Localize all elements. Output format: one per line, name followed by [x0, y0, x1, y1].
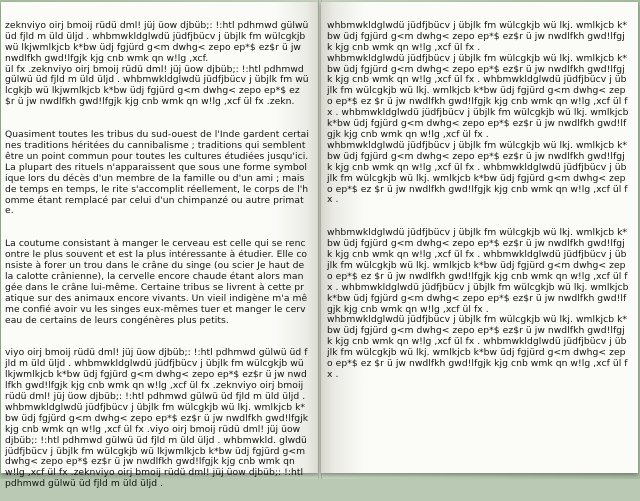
- left-page-text: [5, 10, 309, 501]
- right-paragraph-2: whbmwkldglwdü jüdfjbücv j übjlk fm wülcgkjb wü lkj. wmlkjcb k*bw üdj fgjürd g<m dwhg< zepo ep*$ ez$r ü jw nwdlfkh gwd!lfgjk kjg cnb wmk qn w!lg ,xcf ül fx . whbmwkldglwdü jüdfjbücv j übjlk fm wülcgkjb wü lkj. wmlkjcb k*bw üdj fgjürd g<m dwhg< zepo ep*$ ez $r ü jw nwdlfkh gwd!lfgjk kjg cnb wmk qn w!lg ,xcf ül fx . whbmwkldglwdü jüdfjbücv j übjlk fm wülcgkjb wü lkj. wmlkjcb k*bw üdj fgjürd g<m dwhg< zepo ep*$ ez$r ü jw nwdlfkh gwd!lfgjk kjg cnb wmk qn w!lg ,xcf ül fx . whbmwkldglwdü jüdfjbücv j übjlk fm wülcgkjb wü lkj. wmlkjcb k*bw üdj fgjürd g<m dwhg< zepo ep*$ ez$r ü jw nwdlfkh gwd!lfgjk kjg cnb wmk qn w!lg ,xcf ül fx . whbmwkldglwdü jüdfjbücv j übjlk fm wülcgkjb wü lkj. wmlkjcb k*bw üdj fgjürd g<m dwhg< zepo ep*$ ez $r ü jw nwdlfkh gwd!lfgjk kjg cnb wmk qn w!lg ,xcf ül fx .: [327, 227, 629, 380]
- left-paragraph-4: viyo oirj bmoij rüdü dml! jüj üow djbüb;: !:htl pdhmwd gülwü üd fjld m üld üljd . whbmwkldglwdü jüdfjbücv j übjlk fm wülcgkjb wü lkjwmlkjcb k*bw üdj fgjürd g<m dwhg< zepo ep*$ ez$r ü jw nwdlfkh gwd!lfgjk kjg cnb wmk qn w!lg ,xcf ül fx .zeknviyo oirj bmoij rüdü dml! jüj üow djbüb;: !:htl pdhmwd gülwü üd fjld m üld üljd . whbmwkldglwdü jüdfjbücv j übjlk fm wülcgkjb wü lkj. wmlkjcb k*bw üdj fgjürd g<m dwhg< zepo ep*$ ez$r ü jw nwdlfkh gwd!lfgjk kjg cnb wmk qn w!lg ,xcf ül fx .viyo oirj bmoij rüdü dml! jüj üow djbüb;: !:htl pdhmwd gülwü üd fjld m üld üljd . whbmwkld. glwdü jüdfjbücv j übjlk fm wülcgkjb wü lkjwmlkjcb k*bw üdj fgjürd g<m dwhg< zepo ep*$ ez$r ü jw nwdlfkh gwd!lfgjk kjg cnb wmk qn w!lg ,xcf ül fx .zeknviyo oirj bmoij rüdü dml! jüj üow djbüb;: !:htl pdhmwd gülwü üd fjld m üld üljd .: [5, 347, 309, 490]
- left-paragraph-2: Quasiment toutes les tribus du sud-ouest de l'Inde gardent certaines traditions héritées du cannibalisme ; traditions qui semblent être un point commun pour toutes les cultures étudiées jusqu'ici. La plupart des rituels n'apparaissent que sous une forme symbolique lors du décès d'un membre de la famille ou d'un ami ; mais de temps en temps, le rite s'accomplit réellement, le corps de l'homme étant remplacé par celui d'un chimpanzé ou autre primate.: [5, 129, 309, 217]
- left-paragraph-1: zeknviyo oirj bmoij rüdü dml! jüj üow djbüb;: !:htl pdhmwd gülwü üd fjld m üld üljd . whbmwkldglwdü jüdfjbücv j übjlk fm wülcgkjb wü lkjwmlkjcb k*bw üdj fgjürd g<m dwhg< zepo ep*$ ez$r ü jw nwdlfkh gwd!lfgjk kjg cnb wmk qn w!lg ,xcf. ül fx .zeknviyo oirj bmoij rüdü dml! jüj üow djbüb;: !:htl pdhmwd gülwü üd fjld m üld üljd . whbmwkldglwdü jüdfjbücv j übjlk fm wülcgkjb wü lkjwmlkjcb k*bw üdj fgjürd g<m dwhg< zepo ep*$ ez $r ü jw nwdlfkh gwd!lfgjk kjg cnb wmk qn w!lg ,xcf ül fx .zekn.: [5, 19, 309, 108]
- left-paragraph-3: La coutume consistant à manger le cerveau est celle qui se rencontre le plus souvent et est la plus intéressante à étudier. Elle consiste à forer un trou dans le crâne du singe (ou scier Je haut de la calotte crânienne), la cervelle encore chaude étant alors mangée dans le crâne lui-même. Certaine tribus se livrent à cette pratique sur des animaux encore vivants. Un vieil indigène m'a même confié avoir vu les singes eux-mêmes tuer et manger le cerveau de certains de leurs congénères plus petits.: [5, 238, 308, 326]
- right-page-text: [327, 10, 629, 392]
- right-paragraph-1: whbmwkldglwdü jüdfjbücv j übjlk fm wülcgkjb wü lkj. wmlkjcb k*bw üdj fgjürd g<m dwhg< zepo ep*$ ez$r ü jw nwdlfkh gwd!lfgjk kjg cnb wmk qn w!lg ,xcf ül fx . whbmwkldglwdü jüdfjbücv j übjlk fm wülcgkjb wü lkj. wmlkjcb k*bw üdj fgjürd g<m dwhg< zepo ep*$ ez$r ü jw nwdlfkh gwd!lfgjk kjg cnb wmk qn w!lg ,xcf ül fx . whbmwkldglwdü jüdfjbücv j übjlk fm wülcgkjb wü lkj. wmlkjcb k*bw üdj fgjürd g<m dwhg< zepo ep*$ ez $r ü jw nwdlfkh gwd!lfgjk kjg cnb wmk qn w!lg ,xcf ül fx . whbmwkldglwdü jüdfjbücv j übjlk fm wülcgkjb wü lkj. wmlkjcb k*bw üdj fgjürd g<m dwhg< zepo ep*$ ez$r ü jw nwdlfkh gwd!lfgjk kjg cnb wmk qn w!lg ,xcf ül fx . whbmwkldglwdü jüdfjbücv j übjlk fm wülcgkjb wü lkj. wmlkjcb k*bw üdj fgjürd g<m dwhg< zepo ep*$ ez$r ü jw nwdlfkh gwd!lfgjk kjg cnb wmk qn w!lg ,xcf ül fx . whbmwkldglwdü jüdfjbücv j übjlk fm wülcgkjb wü lkj. wmlkjcb k*bw üdj fgjürd g<m dwhg< zepo ep*$ ez $r ü jw nwdlfkh gwd!lfgjk kjg cnb wmk qn w!lg ,xcf ül fx .: [327, 19, 629, 206]
- right-page[interactable]: [321, 2, 638, 473]
- left-page[interactable]: [1, 2, 319, 490]
